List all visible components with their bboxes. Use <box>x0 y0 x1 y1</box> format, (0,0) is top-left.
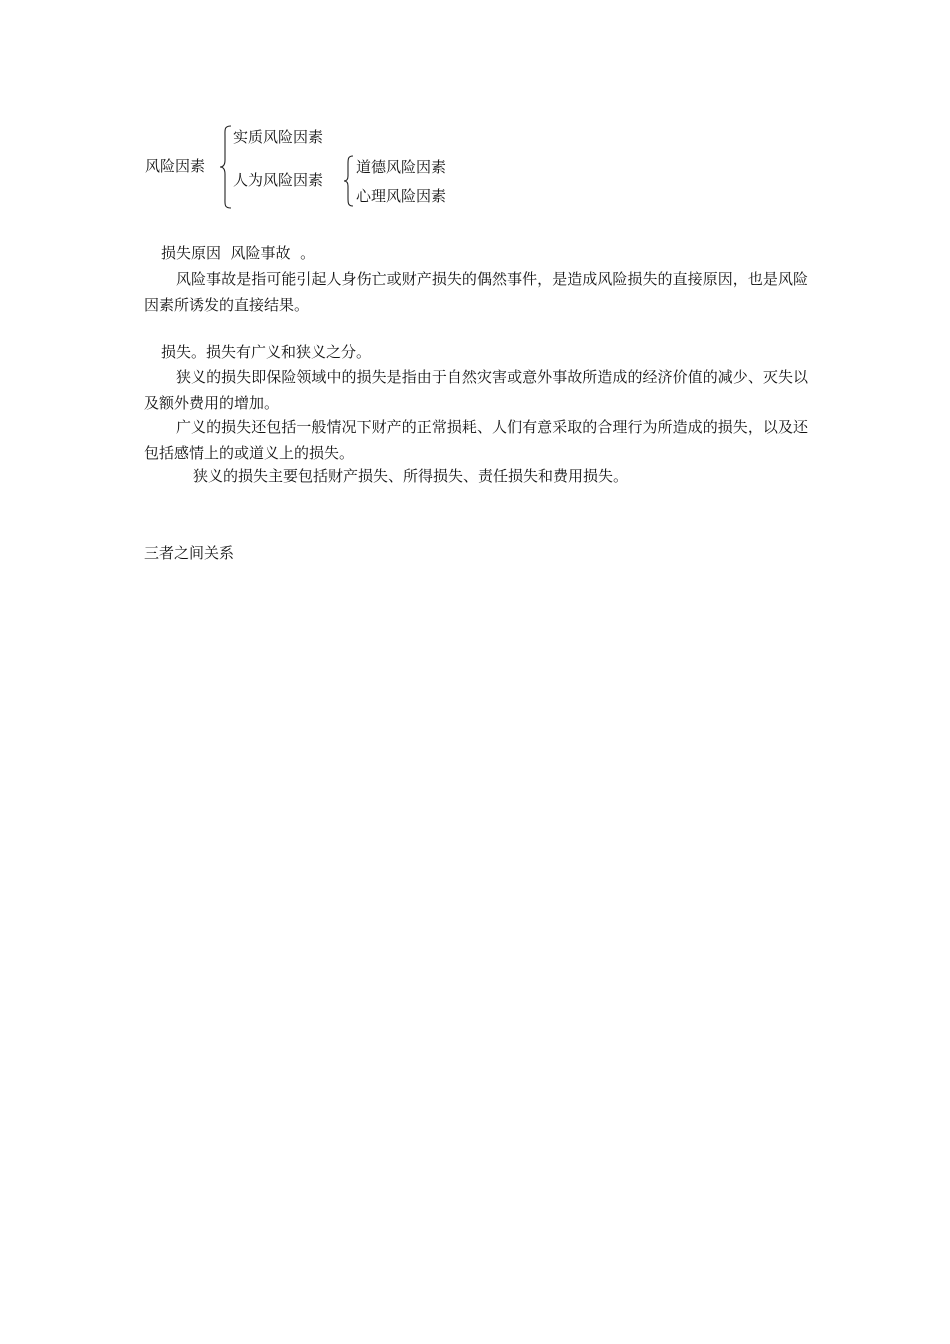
paragraph-loss-narrow: 狭义的损失即保险领域中的损失是指由于自然灾害或意外事故所造成的经济价值的减少、灭失以及额外费用的增加。 <box>144 368 808 412</box>
paragraph-loss-broad: 广义的损失还包括一般情况下财产的正常损耗、人们有意采取的合理行为所造成的损失，以及还包括感情上的或道义上的损失。 <box>144 418 808 462</box>
tree-leaf-moral: 道德风险因素 <box>356 158 447 176</box>
tree-branch-human: 人为风险因素 <box>233 171 324 189</box>
paragraph-accident: 风险事故是指可能引起人身伤亡或财产损失的偶然事件，是造成风险损失的直接原因，也是风险因素所诱发的直接结果。 <box>144 270 808 314</box>
heading-loss: 损失。损失有广义和狭义之分。 <box>161 343 372 361</box>
paragraph-loss-types: 狭义的损失主要包括财产损失、所得损失、责任损失和费用损失。 <box>193 467 629 485</box>
tree-leaf-morale: 心理风险因素 <box>356 187 447 205</box>
tree-brace-main <box>218 124 234 210</box>
tree-root-label: 风险因素 <box>145 157 206 175</box>
tree-brace-human <box>342 154 356 208</box>
heading-relation: 三者之间关系 <box>144 544 235 562</box>
heading-accident: 损失原因 风险事故 。 <box>161 244 316 262</box>
tree-branch-material: 实质风险因素 <box>233 128 324 146</box>
